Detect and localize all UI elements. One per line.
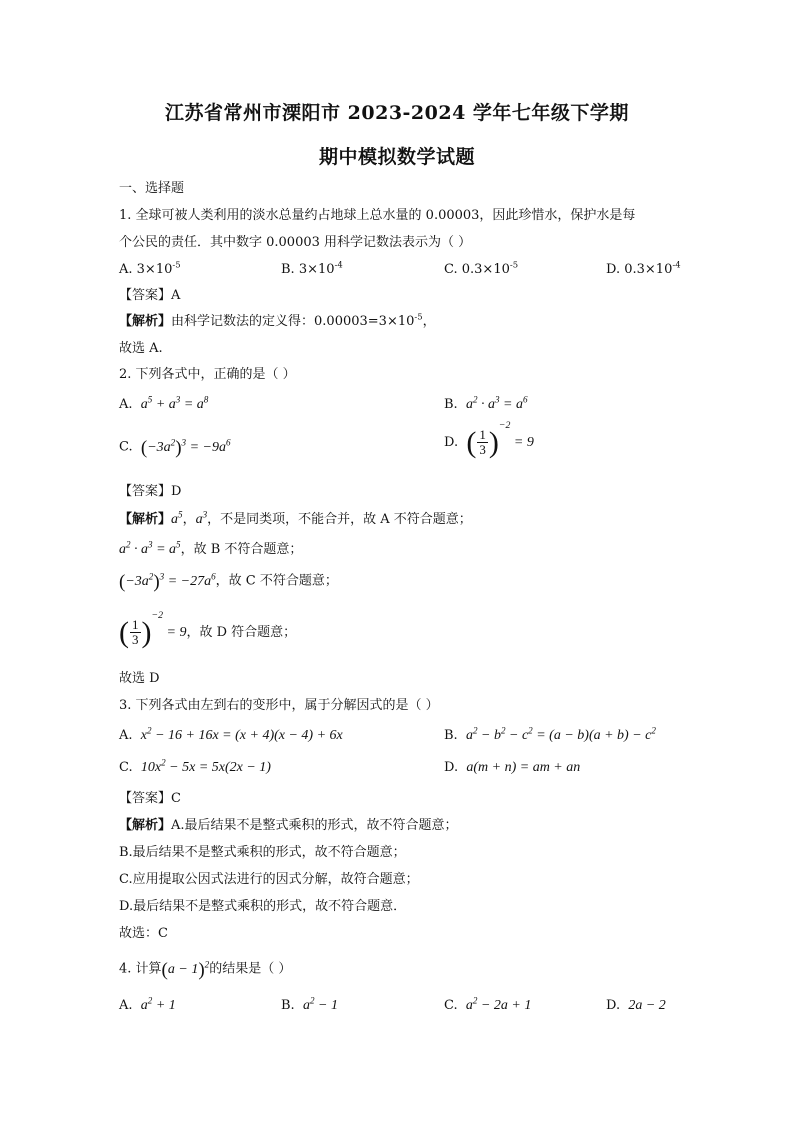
question-3-option-c: C. $10x^2 - 5x = 5x(2x - 1)$ (119, 757, 271, 775)
question-2-stem: 2. 下列各式中，正确的是（ ） (119, 367, 296, 382)
question-3-stem: 3. 下列各式由左到右的变形中，属于分解因式的是（ ） (119, 698, 439, 713)
question-2-answer: 【答案】D (119, 484, 182, 499)
page-title: 江苏省常州市溧阳市 2023-2024 学年七年级下学期 (165, 102, 629, 124)
question-2-conclusion: 故选 D (119, 671, 160, 686)
question-3-option-d: D. a(m + n) = am + an (444, 760, 581, 775)
question-3-explanation-a: 【解析】A.最后结果不是整式乘积的形式，故不符合题意； (119, 818, 458, 833)
question-3-option-b: B. $a^2 - b^2 - c^2 = (a - b)(a + b) - c^2$ (444, 725, 656, 743)
question-4-stem: 4. 计算$(a - 1)^2$的结果是（ ） (119, 959, 292, 980)
question-4-option-b: B. $a^2 - 1$ (281, 995, 338, 1013)
question-2-explanation-4: ( $\frac{1}{3}$ )$^{-2}$ = 9，故 D 符合题意； (119, 610, 297, 649)
question-3-option-a: A. $x^2 - 16 + 16x = (x + 4)(x - 4) + 6x$ (119, 725, 343, 743)
question-2-explanation-2: $a^2 \cdot a^3 = a^5$，故 B 不符合题意； (119, 539, 303, 557)
question-1-option-c: C. $0.3\times 10^{-5}$ (444, 259, 519, 277)
question-4-option-c: C. $a^2 - 2a + 1$ (444, 995, 532, 1013)
question-4-option-d: D. 2a − 2 (606, 998, 666, 1013)
question-2-option-b: B. $a^2 \cdot a^3 = a^6$ (444, 394, 528, 412)
question-3-answer: 【答案】C (119, 791, 181, 806)
page-subtitle: 期中模拟数学试题 (318, 146, 475, 168)
question-3-explanation-c: C.应用提取公因式法进行的因式分解，故符合题意； (119, 872, 419, 887)
question-1-option-d: D. $0.3\times 10^{-4}$ (606, 259, 681, 277)
question-1-explanation: 【解析】由科学记数法的定义得：$0.00003=3\times 10^{-5}$， (119, 311, 436, 329)
question-2-explanation-3: $(-3a^2)^3 = -27a^6$，故 C 不符合题意； (119, 571, 338, 592)
question-2-option-c: C. $(-3a^2)^3 = -9a^6$ (119, 437, 231, 458)
question-1-answer: 【答案】A (119, 288, 181, 303)
question-1-option-b: B. $3\times 10^{-4}$ (281, 259, 343, 277)
question-4-option-a: A. $a^2 + 1$ (119, 995, 176, 1013)
question-2-option-a: A. $a^5 + a^3 = a^8$ (119, 394, 209, 412)
question-3-conclusion: 故选：C (119, 926, 168, 941)
question-1-stem-line2: 个公民的责任．其中数字 0.00003 用科学记数法表示为（ ） (119, 235, 472, 250)
question-1-stem-line1: 1. 全球可被人类利用的淡水总量约占地球上总水量的 0.00003，因此珍惜水，保护水是每 (119, 208, 636, 223)
section-heading: 一、选择题 (119, 181, 185, 196)
question-3-explanation-b: B.最后结果不是整式乘积的形式，故不符合题意； (119, 845, 406, 860)
question-1-option-a: A. $3\times 10^{-5}$ (119, 259, 181, 277)
question-3-explanation-d: D.最后结果不是整式乘积的形式，故不符合题意． (119, 899, 407, 914)
question-2-explanation-1: 【解析】$a^5$，$a^3$，不是同类项，不能合并，故 A 不符合题意； (119, 509, 472, 527)
question-2-option-d: D. ( $\frac{1}{3}$ )$^{-2}$ = 9 (444, 420, 534, 459)
question-1-conclusion: 故选 A. (119, 341, 163, 356)
